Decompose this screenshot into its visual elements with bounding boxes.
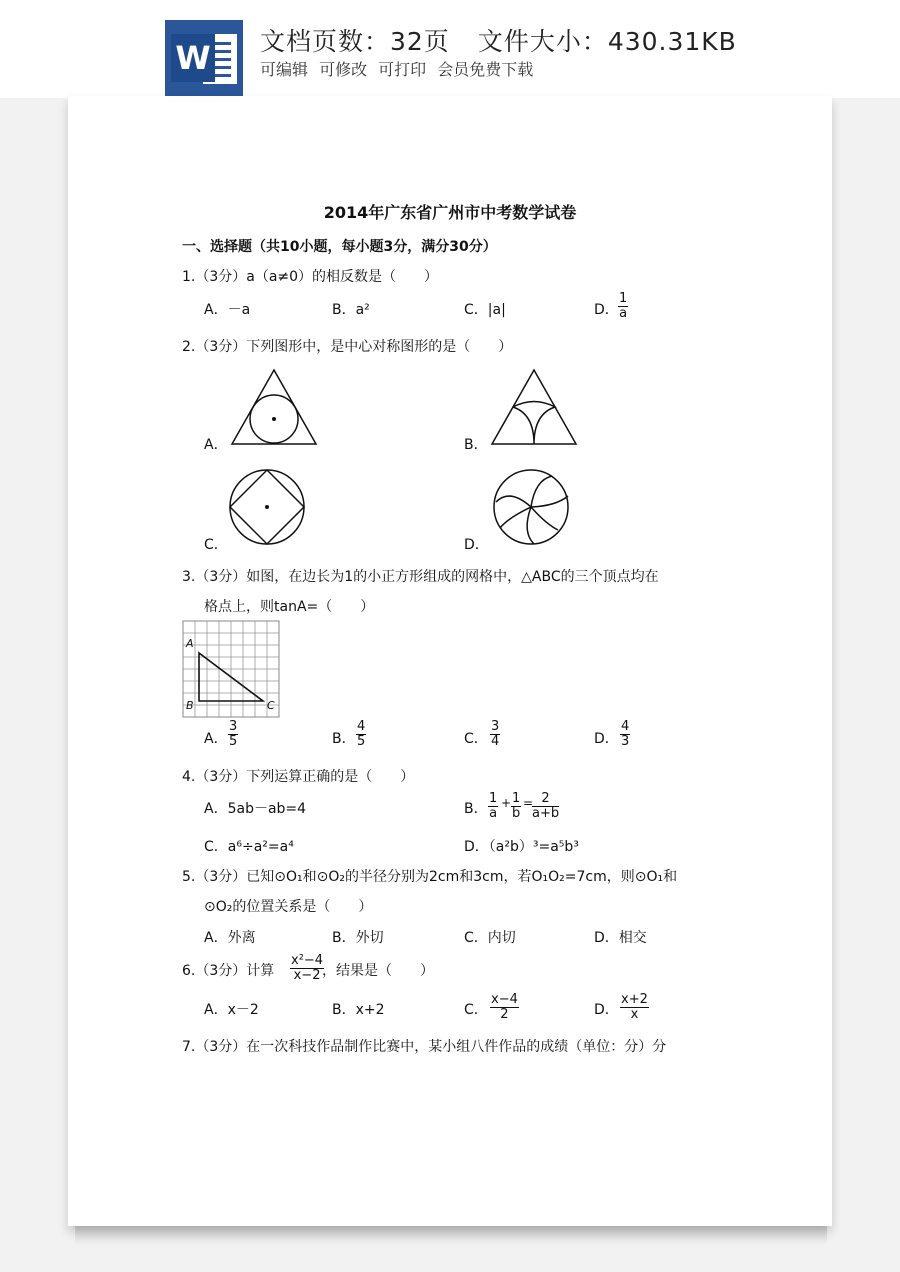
circle-square-figure <box>226 466 308 548</box>
download-banner <box>0 0 900 98</box>
file-info <box>260 22 737 58</box>
q2-option-a: A． <box>204 437 228 453</box>
q3-a-fraction: $\frac{3}{5}$ <box>229 719 238 749</box>
q2-option-c: C． <box>204 537 228 553</box>
q3-option-b: B． <box>332 731 356 747</box>
page-count: 文档页数：32页 <box>260 27 450 56</box>
q3-option-c: C． <box>464 731 488 747</box>
q1-option-a: A．－a <box>204 302 251 318</box>
question-4: 4.（3分）下列运算正确的是（ ） <box>182 769 415 785</box>
feature-list: 可编辑 可修改 可打印 会员免费下载 <box>260 60 534 79</box>
q6-stem-fraction: $\frac{\text{x²−4}}{x-2}$ <box>291 953 324 983</box>
q4-option-d: D．（a²b）³=a⁵b³ <box>464 839 579 855</box>
q4-option-b: B． <box>464 801 488 817</box>
q6-option-a: A．x－2 <box>204 1002 259 1018</box>
q3-option-d: D． <box>594 731 619 747</box>
question-1: 1.（3分）a（a≠0）的相反数是（ ） <box>182 269 439 285</box>
grid-label-a: A <box>186 637 194 650</box>
question-3-line-2: 格点上，则tanA=（ ） <box>204 599 375 615</box>
q4-b-fraction-3: $\frac{2}{a+b}$ <box>532 791 560 821</box>
q5-option-a: A．外离 <box>204 930 256 946</box>
q1-d-fraction: $\frac{1}{a}$ <box>619 291 628 321</box>
q4-b-fraction-1: $\frac{1}{a}$ <box>489 791 498 821</box>
question-6-suffix: ，结果是（ ） <box>322 963 434 979</box>
q5-option-d: D．相交 <box>594 930 647 946</box>
grid-label-b: B <box>186 699 194 712</box>
question-3-line-1: 3.（3分）如图，在边长为1的小正方形组成的网格中，△ABC的三个顶点均在 <box>182 569 659 585</box>
q6-c-fraction: $\frac{x-4}{2}$ <box>491 992 518 1022</box>
q4-option-c: C．a⁶÷a²=a⁴ <box>204 839 294 855</box>
q5-option-c: C．内切 <box>464 930 516 946</box>
circle-petals-figure <box>490 466 572 548</box>
word-document-icon <box>165 20 243 96</box>
q5-option-b: B．外切 <box>332 930 384 946</box>
q1-option-d: D． <box>594 302 619 318</box>
section-heading: 一、选择题（共10小题，每小题3分，满分30分） <box>182 239 497 255</box>
question-6-prefix: 6.（3分）计算 <box>182 963 275 979</box>
exam-title: 2014年广东省广州市中考数学试卷 <box>323 203 577 222</box>
q6-d-fraction: $\frac{x+2}{x}$ <box>621 992 648 1022</box>
q6-option-b: B．x+2 <box>332 1002 385 1018</box>
triangle-arcs-figure <box>488 366 580 448</box>
q3-d-fraction: $\frac{4}{3}$ <box>621 719 630 749</box>
question-7: 7.（3分）在一次科技作品制作比赛中，某小组八件作品的成绩（单位：分）分 <box>182 1039 667 1055</box>
q6-option-c: C． <box>464 1002 488 1018</box>
grid-label-c: C <box>267 699 275 712</box>
q2-option-b: B． <box>464 437 488 453</box>
question-2: 2.（3分）下列图形中，是中心对称图形的是（ ） <box>182 339 513 355</box>
q6-option-d: D． <box>594 1002 619 1018</box>
q1-option-b: B．a² <box>332 302 370 318</box>
question-5-line-1: 5.（3分）已知⊙O₁和⊙O₂的半径分别为2cm和3cm，若O₁O₂=7cm，则⊙O₁和 <box>182 869 678 885</box>
q3-c-fraction: $\frac{3}{4}$ <box>491 719 500 749</box>
q4-option-a: A．5ab－ab=4 <box>204 801 307 817</box>
q1-option-c: C．|a| <box>464 302 506 318</box>
triangle-incircle-figure <box>228 366 320 448</box>
grid-triangle-figure <box>182 620 280 718</box>
q4-b-equals: = <box>523 796 534 810</box>
q4-b-fraction-2: $\frac{1}{b}$ <box>512 791 521 821</box>
document-page <box>68 96 832 1226</box>
q2-option-d: D． <box>464 537 489 553</box>
page-shadow <box>75 1226 827 1246</box>
q3-option-a: A． <box>204 731 228 747</box>
word-letter: W <box>171 34 215 82</box>
file-size: 文件大小：430.31KB <box>477 27 737 56</box>
q4-b-plus: + <box>501 796 512 810</box>
question-5-line-2: ⊙O₂的位置关系是（ ） <box>204 899 373 915</box>
q3-b-fraction: $\frac{4}{5}$ <box>357 719 366 749</box>
